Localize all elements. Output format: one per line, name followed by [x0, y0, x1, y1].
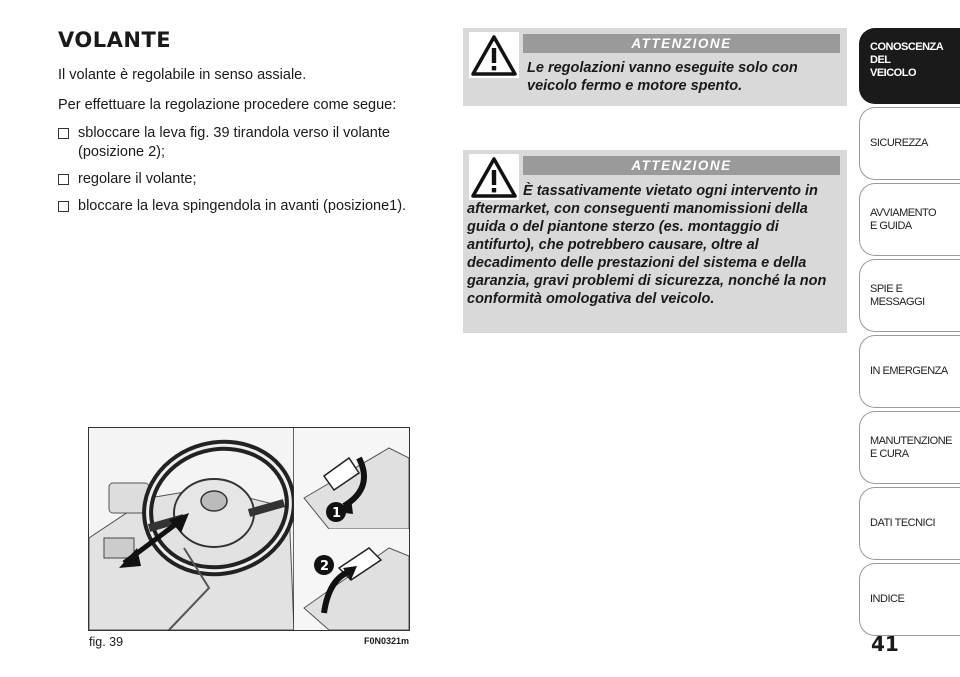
callout-1: 1 — [332, 506, 342, 521]
intro-text: Il volante è regolabile in senso assiale. — [58, 67, 307, 83]
figure-label: fig. 39 — [89, 635, 124, 649]
tab-sicurezza[interactable]: SICUREZZA — [859, 107, 960, 180]
checkbox-bullet-icon — [58, 128, 69, 139]
figure-code: F0N0321m — [364, 636, 410, 646]
warning-box — [463, 150, 847, 333]
callout-2: 2 — [320, 559, 330, 574]
chapter-index-tabs — [859, 28, 960, 639]
warning-triangle-icon — [469, 32, 519, 78]
section-title: VOLANTE — [58, 28, 172, 52]
checkbox-bullet-icon — [58, 201, 69, 212]
checkbox-bullet-icon — [58, 174, 69, 185]
warning-text: Le regolazioni vanno eseguite solo con veicolo fermo e motore spento. — [527, 60, 798, 94]
figure-steering-wheel — [88, 427, 410, 631]
list-item: regolare il volante; — [58, 170, 438, 189]
warning-heading: ATTENZIONE — [523, 34, 840, 53]
tab-in-emergenza[interactable]: IN EMERGENZA — [859, 335, 960, 408]
procedure-intro: Per effettuare la regolazione procedere come segue: — [58, 97, 397, 113]
tab-manutenzione-e-cura[interactable]: MANUTENZIONE E CURA — [859, 411, 960, 484]
steps-list — [58, 124, 438, 224]
tab-spie-e-messaggi[interactable]: SPIE E MESSAGGI — [859, 259, 960, 332]
warning-text: È tassativamente vietato ogni intervento in aftermarket, con conseguenti manomissioni della guida o del piantone sterzo (es. montaggio di antifurto), che potrebbero causare, oltre al decadimento delle prestazioni del sistema e della garanzia, gravi problemi di sicurezza, nonché la non conformità omologativa del veicolo. — [467, 183, 827, 307]
warning-box — [463, 28, 847, 106]
list-item: sbloccare la leva fig. 39 tirandola verso il volante (posizione 2); — [58, 124, 438, 162]
list-item: bloccare la leva spingendola in avanti (posizione1). — [58, 197, 438, 216]
tab-conoscenza-del-veicolo[interactable]: CONOSCENZA DEL VEICOLO — [859, 28, 960, 104]
tab-avviamento-e-guida[interactable]: AVVIAMENTO E GUIDA — [859, 183, 960, 256]
tab-indice[interactable]: INDICE — [859, 563, 960, 636]
steering-wheel-illustration — [89, 428, 409, 630]
page-number: 41 — [871, 632, 899, 656]
tab-dati-tecnici[interactable]: DATI TECNICI — [859, 487, 960, 560]
warning-heading: ATTENZIONE — [523, 156, 840, 175]
